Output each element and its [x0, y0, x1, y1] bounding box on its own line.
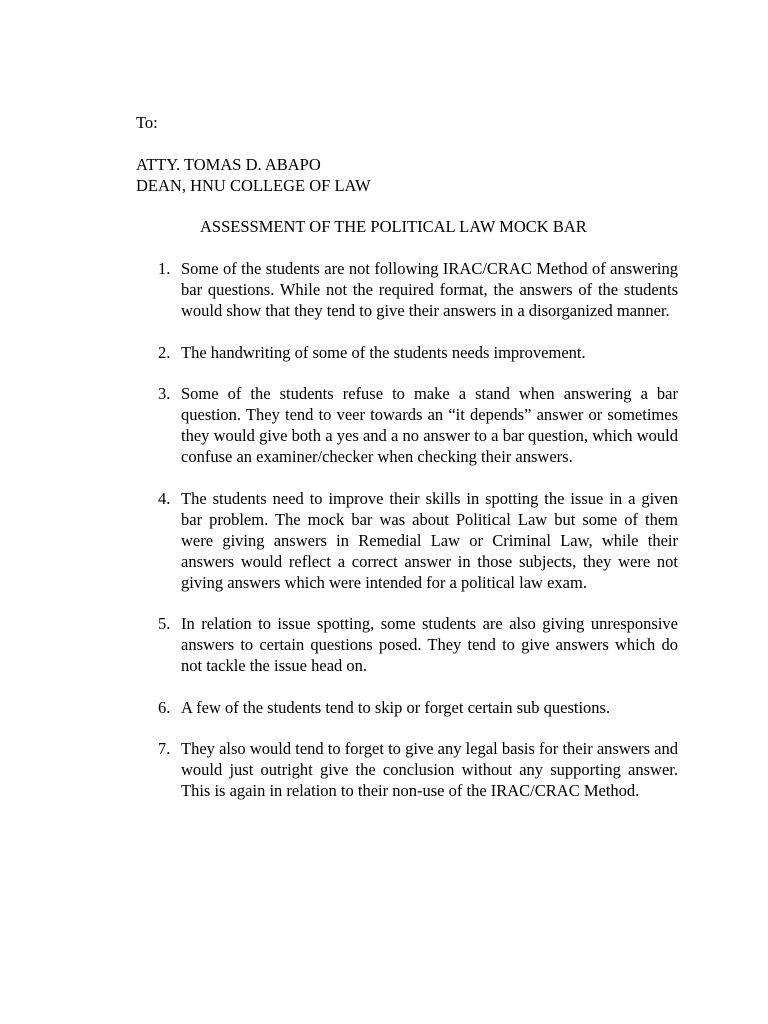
list-item [136, 258, 678, 321]
assessment-list [136, 258, 678, 822]
list-item-number: 6. [158, 697, 171, 717]
list-item-text: Some of the students are not following IRAC/CRAC Method of answering bar questions. While not the required format, the answers of the students would show that they tend to give their answers in a disorganized manner. [181, 259, 678, 320]
list-item-text: The students need to improve their skills in spotting the issue in a given bar problem. The mock bar was about Political Law but some of them were giving answers in Remedial Law or Criminal Law, while their answers would reflect a correct answer in those subjects, they were not giving answers which were intended for a political law exam. [181, 488, 678, 592]
list-item-number: 7. [158, 739, 171, 758]
list-item [136, 488, 678, 593]
list-item-text: A few of the students tend to skip or forget certain sub questions. [181, 697, 611, 717]
list-item [136, 383, 678, 467]
to-label: To: [136, 113, 158, 132]
recipient-title: DEAN, HNU COLLEGE OF LAW [136, 176, 371, 195]
document-title: ASSESSMENT OF THE POLITICAL LAW MOCK BAR [200, 217, 587, 236]
list-item [136, 697, 678, 718]
recipient-block [136, 154, 371, 196]
list-item [136, 342, 678, 363]
list-item [136, 613, 678, 676]
list-item-text: The handwriting of some of the students needs improvement. [181, 342, 586, 362]
recipient-name: ATTY. TOMAS D. ABAPO [136, 155, 321, 174]
list-item-number: 1. [158, 259, 171, 278]
list-item [136, 738, 678, 801]
list-item-number: 2. [158, 342, 171, 362]
list-item-text: They also would tend to forget to give any legal basis for their answers and would just outright give the conclusion without any supporting answer. This is again in relation to their non-use of the IRAC/CRAC Method. [181, 739, 678, 800]
list-item-text: In relation to issue spotting, some students are also giving unresponsive answers to certain questions posed. They tend to give answers which do not tackle the issue head on. [181, 614, 678, 675]
list-item-text: Some of the students refuse to make a stand when answering a bar question. They tend to veer towards an “it depends” answer or sometimes they would give both a yes and a no answer to a bar question, which would confuse an examiner/checker when checking their answers. [181, 384, 678, 466]
list-item-number: 5. [158, 614, 171, 633]
list-item-number: 3. [158, 384, 171, 403]
list-item-number: 4. [158, 488, 171, 508]
